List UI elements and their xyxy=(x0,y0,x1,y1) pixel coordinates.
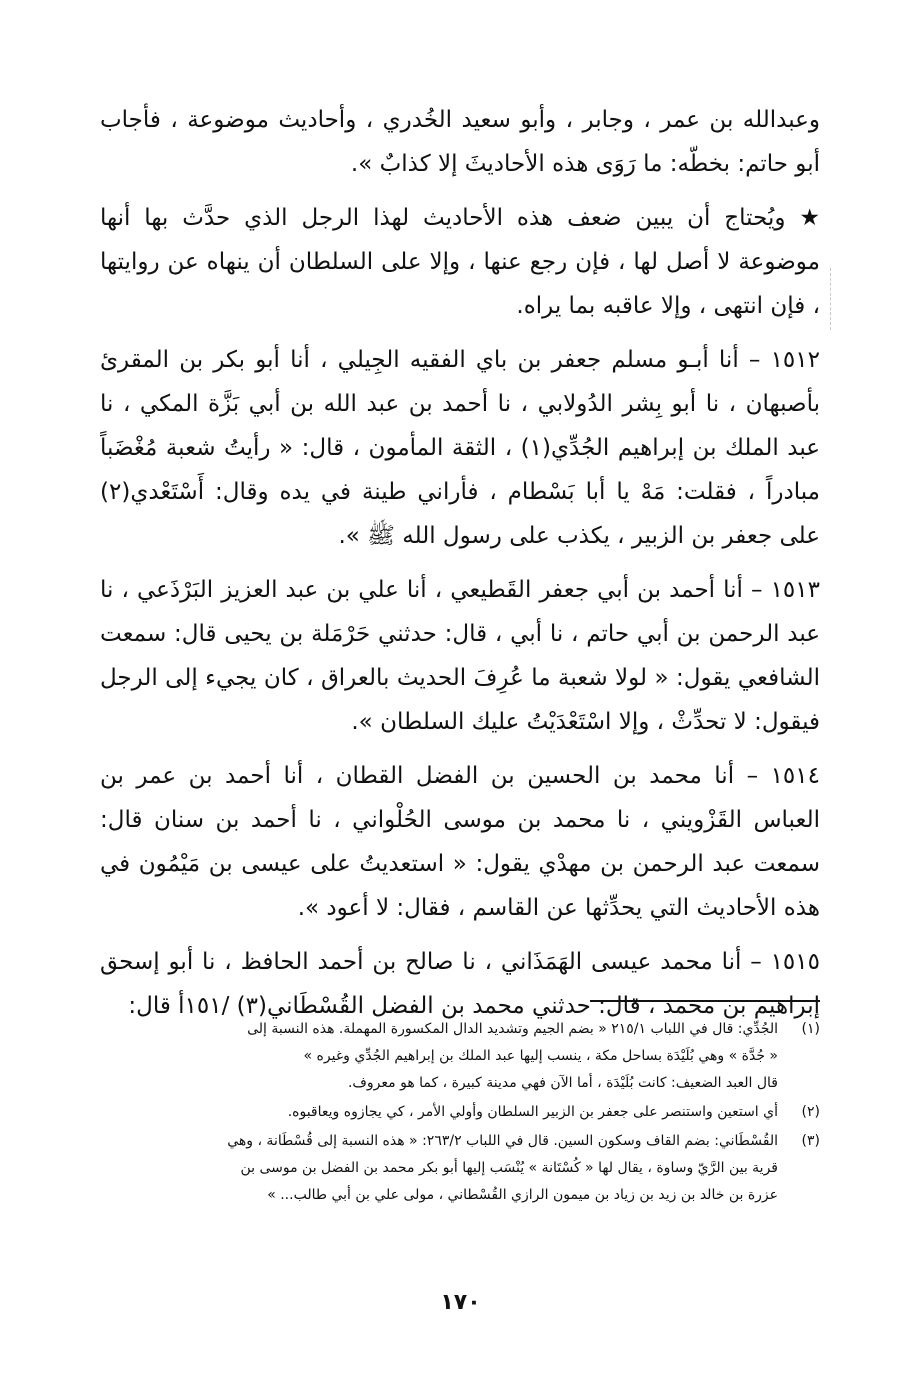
footnote-text xyxy=(100,1016,778,1097)
footnote-text xyxy=(100,1099,778,1126)
footnote-line: القُسْطَاني: بضم القاف وسكون السين. قال في اللباب ٢٦٣/٢: « هذه النسبة إلى قُسْطَانة ، وهي xyxy=(227,1133,778,1149)
footnote-line: الجُدِّي: قال في اللباب ٢١٥/١ « بضم الجيم وتشديد الدال المكسورة المهملة. هذه النسبة إلى xyxy=(247,1021,778,1037)
footnote-3 xyxy=(100,1128,820,1209)
footnotes xyxy=(100,1016,820,1211)
footnote-text xyxy=(100,1128,778,1209)
page-number: ١٧٠ xyxy=(440,1290,481,1315)
footnote-divider xyxy=(590,1000,820,1002)
paragraph-1514: ١٥١٤ – أنا محمد بن الحسين بن الفضل القطان ، أنا أحمد بن عمر بن العباس القَزْويني ، نا محمد بن موسى الحُلْواني ، نا أحمد بن سنان قال: سمعت عبد الرحمن بن مهدْي يقول: « استعديتُ على عيسى بن مَيْمُون في هذه الأحاديث التي يحدِّثها عن القاسم ، فقال: لا أعود ». xyxy=(100,763,820,921)
paragraph-1512: ١٥١٢ – أنا أبـو مسلم جعفر بن باي الفقيه الجِيلي ، أنا أبو بكر بن المقرئ بأصبهان ، نا أبو بِشر الدُولابي ، نا أحمد بن عبد الله بن أبي بَزَّة المكي ، نا عبد الملك بن إبراهيم الجُدِّي(١) ، الثقة المأمون ، قال: « رأيتُ شعبة مُغْضَباً مبادراً ، فقلت: مَهْ يا أبا بَسْطام ، فأراني طينة في يده وقال: أَسْتَعْدي(٢) على جعفر بن الزبير ، يكذب على رسول الله ﷺ ». xyxy=(100,347,821,549)
footnote-line: قرية بين الرَّيّ وساوة ، يقال لها « كُسْتَانة » يُنْسَب إليها أبو بكر محمد بن الفضل بن موسى بن xyxy=(240,1160,778,1176)
main-text xyxy=(100,98,820,1036)
footnote-line: أي استعين واستنصر على جعفر بن الزبير السلطان وأولي الأمر ، كي يجازوه ويعاقبوه. xyxy=(287,1104,778,1120)
paragraph-continuation: وعبدالله بن عمر ، وجابر ، وأبو سعيد الخُدري ، وأحاديث موضوعة ، فأجاب أبو حاتم: بخطّه: ما رَوَى هذه الأحاديثَ إلا كذابٌ ». xyxy=(100,107,820,177)
footnote-line: « جُدَّة » وهي بُلَيْدَة بساحل مكة ، ينسب إليها عبد الملك بن إبراهيم الجُدِّي وغيره » xyxy=(303,1048,778,1064)
footnote-number: (١) xyxy=(801,1021,820,1037)
paragraph-1515: ١٥١٥ – أنا محمد عيسى الهَمَذَاني ، نا صالح بن أحمد الحافظ ، نا أبو إسحق إبراهيم بن محمد ، قال: حدثني محمد بن الفضل القُسْطَاني(٣) /١٥١أ قال: xyxy=(100,949,820,1019)
paragraph-commentary: ★ ويُحتاج أن يبين ضعف هذه الأحاديث لهذا الرجل الذي حدَّث بها أنها موضوعة لا أصل لها ، فإن رجع عنها ، وإلا على السلطان أن ينهاه عن روايتها ، فإن انتهى ، وإلا عاقبه بما يراه. xyxy=(100,205,820,319)
paragraph-1513: ١٥١٣ – أنا أحمد بن أبي جعفر القَطيعي ، أنا علي بن عبد العزيز البَرْذَعي ، نا عبد الرحمن بن أبي حاتم ، نا أبي ، قال: حدثني حَرْمَلة بن يحيى قال: سمعت الشافعي يقول: « لولا شعبة ما عُرِفَ الحديث بالعراق ، كان يجيء إلى الرجل فيقول: لا تحدِّثْ ، وإلا اسْتَعْدَيْتُ عليك السلطان ». xyxy=(100,577,820,735)
footnote-line: عزرة بن خالد بن زيد بن زياد بن ميمون الرازي القُسْطاني ، مولى علي بن أبي طالب... » xyxy=(267,1187,778,1203)
footnote-line: قال العبد الضعيف: كانت بُلَيْدَة ، أما الآن فهي مدينة كبيرة ، كما هو معروف. xyxy=(347,1075,778,1091)
footnote-number: (٣) xyxy=(801,1133,820,1149)
margin-mark xyxy=(830,268,831,330)
footnote-2 xyxy=(100,1099,820,1126)
footnote-number: (٢) xyxy=(801,1104,820,1120)
footnote-1 xyxy=(100,1016,820,1097)
